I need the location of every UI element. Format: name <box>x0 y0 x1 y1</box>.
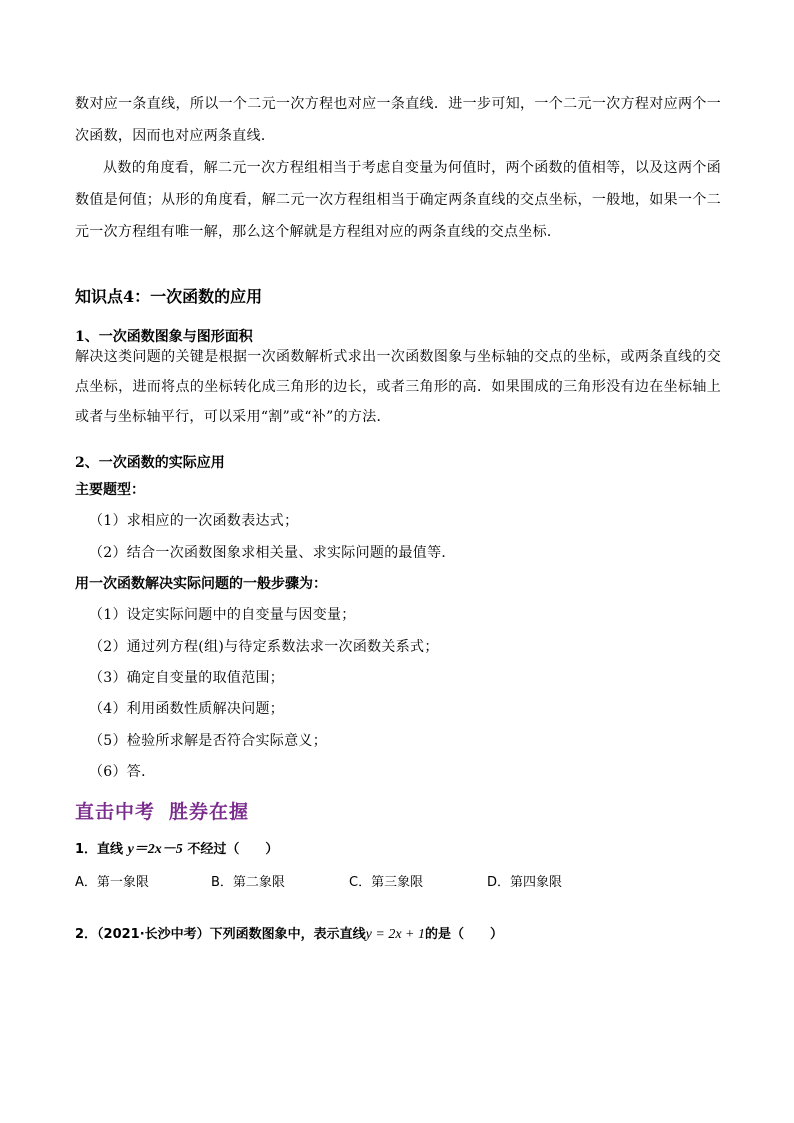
question-1-option-c[interactable]: C．第三象限 <box>349 875 424 890</box>
knowledge-point-4-title: 知识点4：一次函数的应用 <box>75 287 263 306</box>
types-label: 主要题型： <box>75 482 145 498</box>
step-item-5: （5）检验所求解是否符合实际意义； <box>89 733 328 749</box>
question-1-suffix: 不经过（ ） <box>182 842 279 857</box>
type-item-1: （1）求相应的一次函数表达式； <box>89 513 299 529</box>
step-item-3: （3）确定自变量的取值范围； <box>89 670 285 686</box>
question-1-option-d[interactable]: D．第四象限 <box>487 875 563 890</box>
part-1-title: 1、一次函数图象与图形面积 <box>75 329 253 345</box>
question-1-option-b[interactable]: B．第二象限 <box>211 875 285 890</box>
part-1-text: 解决这类问题的关键是根据一次函数解析式求出一次函数图象与坐标轴的交点的坐标，或两条直线的交点坐标，进而将点的坐标转化成三角形的边长，或者三角形的高．如果围成的三角形没有边在坐标轴上或者与坐标轴平行，可以采用“割”或“补”的方法． <box>75 349 721 425</box>
paragraph-2: 从数的角度看，解二元一次方程组相当于考虑自变量为何值时，两个函数的值相等，以及这两个函数值是何值；从形的角度看，解二元一次方程组相当于确定两条直线的交点坐标，一般地，如果一个二元一次方程组有唯一解，那么这个解就是方程组对应的两条直线的交点坐标． <box>75 160 721 240</box>
question-2-stem <box>75 923 503 943</box>
part-2-title: 2、一次函数的实际应用 <box>75 455 225 471</box>
question-1-formula: y＝2x－5 <box>127 842 183 857</box>
step-item-2: （2）通过列方程(组)与待定系数法求一次函数关系式； <box>89 639 439 655</box>
section-title <box>75 797 263 824</box>
steps-label: 用一次函数解决实际问题的一般步骤为： <box>75 576 327 592</box>
question-2-suffix: 的是（ ） <box>425 927 504 942</box>
type-item-2: （2）结合一次函数图象求相关量、求实际问题的最值等． <box>89 545 456 561</box>
section-title-part-a: 直击中考 <box>75 801 156 823</box>
step-item-4: （4）利用函数性质解决问题； <box>89 701 285 717</box>
question-2-formula: y = 2x + 1 <box>365 927 425 942</box>
question-1-prefix: 1．直线 <box>75 842 128 857</box>
question-1-option-a[interactable]: A．第一象限 <box>75 875 149 890</box>
paragraph-1: 数对应一条直线，所以一个二元一次方程也对应一条直线．进一步可知，一个二元一次方程对应两个一次函数，因而也对应两条直线． <box>75 96 721 144</box>
question-2-prefix: 2．（2021·长沙中考）下列函数图象中，表示直线 <box>75 927 366 942</box>
step-item-1: （1）设定实际问题中的自变量与因变量； <box>89 607 356 623</box>
step-item-6: （6）答． <box>89 764 156 780</box>
question-1-stem <box>75 838 278 858</box>
section-title-part-b: 胜券在握 <box>169 801 250 823</box>
